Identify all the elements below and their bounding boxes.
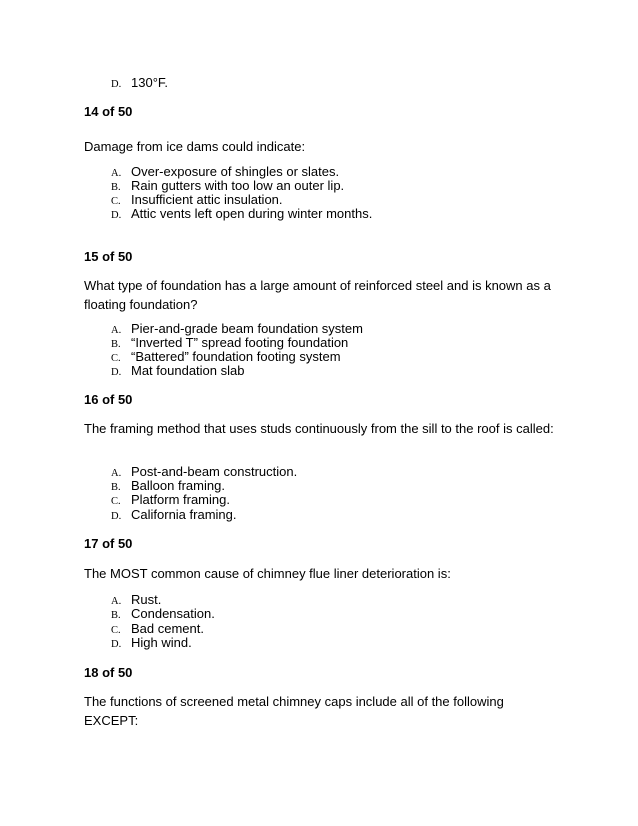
option-letter: D.: [111, 639, 122, 650]
option-text: High wind.: [131, 635, 192, 650]
option-text: Pier-and-grade beam foundation system: [131, 321, 363, 336]
option-letter: C.: [111, 496, 121, 507]
option-letter: C.: [111, 196, 121, 207]
option-17-b: [111, 606, 215, 621]
option-letter: B.: [111, 482, 121, 493]
option-letter: D.: [111, 367, 122, 378]
option-letter: D.: [111, 79, 122, 90]
option-17-a: [111, 592, 161, 607]
option-text: California framing.: [131, 507, 237, 522]
option-letter: A.: [111, 468, 122, 479]
option-letter: D.: [111, 210, 122, 221]
option-letter: D.: [111, 511, 122, 522]
option-text: “Inverted T” spread footing foundation: [131, 335, 349, 350]
question-number-17: 17 of 50: [84, 536, 133, 551]
option-text: 130°F.: [131, 75, 169, 90]
option-14-c: [111, 192, 283, 207]
option-letter: A.: [111, 168, 122, 179]
option-text: Platform framing.: [131, 492, 230, 507]
option-16-a: [111, 464, 297, 479]
question-number-16: 16 of 50: [84, 392, 133, 407]
option-text: Bad cement.: [131, 621, 204, 636]
question-prompt-18: The functions of screened metal chimney caps include all of the following EXCEPT:: [84, 694, 504, 728]
option-letter: B.: [111, 182, 121, 193]
option-text: Attic vents left open during winter months.: [131, 206, 373, 221]
option-15-c: [111, 349, 341, 364]
option-text: Over-exposure of shingles or slates.: [131, 164, 340, 179]
option-17-d: [111, 635, 192, 650]
option-letter: C.: [111, 353, 121, 364]
option-text: Insufficient attic insulation.: [131, 192, 283, 207]
question-prompt-14: Damage from ice dams could indicate:: [84, 139, 306, 154]
question-number-15: 15 of 50: [84, 249, 133, 264]
question-prompt-16: The framing method that uses studs continuously from the sill to the roof is called:: [84, 421, 554, 436]
option-text: Rust.: [131, 592, 162, 607]
question-number-18: 18 of 50: [84, 665, 133, 680]
option-text: “Battered” foundation footing system: [131, 349, 341, 364]
question-number-14: 14 of 50: [84, 104, 133, 119]
option-14-b: [111, 178, 344, 193]
option-16-d: [111, 507, 237, 522]
option-text: Mat foundation slab: [131, 363, 245, 378]
question-prompt-15: What type of foundation has a large amount of reinforced steel and is known as a floating foundation?: [84, 278, 551, 312]
option-16-b: [111, 478, 225, 493]
option-15-b: [111, 335, 348, 350]
option-text: Condensation.: [131, 606, 215, 621]
option-d-prev: [111, 75, 168, 90]
option-text: Post-and-beam construction.: [131, 464, 298, 479]
option-text: Rain gutters with too low an outer lip.: [131, 178, 345, 193]
option-letter: B.: [111, 610, 121, 621]
option-letter: A.: [111, 325, 122, 336]
option-14-a: [111, 164, 339, 179]
option-15-d: [111, 363, 244, 378]
option-15-a: [111, 321, 363, 336]
option-letter: C.: [111, 625, 121, 636]
option-text: Balloon framing.: [131, 478, 225, 493]
option-16-c: [111, 492, 230, 507]
option-letter: B.: [111, 339, 121, 350]
option-14-d: [111, 206, 372, 221]
question-prompt-17: The MOST common cause of chimney flue liner deterioration is:: [84, 566, 451, 581]
option-17-c: [111, 621, 204, 636]
option-letter: A.: [111, 596, 122, 607]
